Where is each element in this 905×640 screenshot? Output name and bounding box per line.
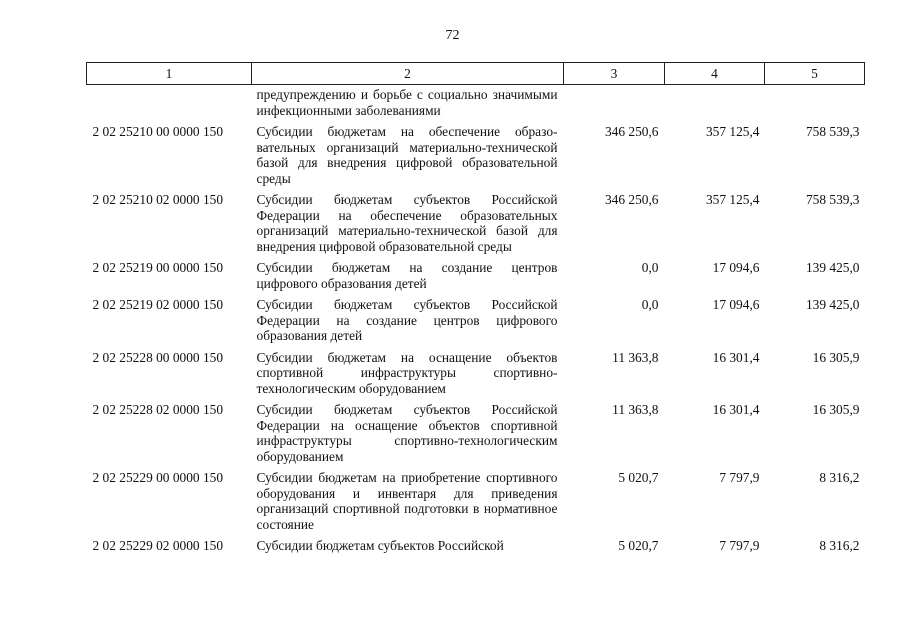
value-cell-3: 5 020,7 bbox=[618, 470, 659, 485]
value-cell-4: 7 797,9 bbox=[719, 538, 760, 553]
table-header bbox=[87, 63, 865, 85]
column-header-4: 4 bbox=[665, 63, 765, 85]
value-cell-3: 5 020,7 bbox=[618, 538, 659, 553]
table-row bbox=[87, 464, 865, 532]
page-number: 72 bbox=[445, 28, 460, 43]
table-row bbox=[87, 254, 865, 291]
value-cell-5: 758 539,3 bbox=[805, 124, 860, 139]
value-cell-5: 758 539,3 bbox=[805, 192, 860, 207]
column-header-5: 5 bbox=[765, 63, 865, 85]
description-cell: Субсидии бюджетам субъектов Российской Федерации на создание центров цифрового образования детей bbox=[256, 297, 558, 343]
column-header-2: 2 bbox=[252, 63, 564, 85]
description-cell: Субсидии бюджетам субъектов Российской Федерации на оснащение объектов спортивной инфраструктуры спортивно-технологическим оборудованием bbox=[256, 402, 558, 464]
table-row bbox=[87, 396, 865, 464]
code-cell: 2 02 25210 00 0000 150 bbox=[92, 124, 224, 139]
description-cell: Субсидии бюджетам на создание центров цифрового образования детей bbox=[256, 260, 558, 291]
value-cell-4: 357 125,4 bbox=[705, 124, 760, 139]
code-cell bbox=[87, 85, 252, 119]
value-cell-4: 16 301,4 bbox=[712, 349, 760, 365]
value-cell-5: 16 305,9 bbox=[812, 349, 860, 365]
code-cell: 2 02 25229 00 0000 150 bbox=[92, 470, 224, 485]
description-cell: Субсидии бюджетам субъектов Российской bbox=[256, 538, 504, 553]
value-cell-5: 8 316,2 bbox=[819, 538, 860, 553]
description-cell: предупреждению и борьбе с социально значимыми инфекционными заболеваниями bbox=[256, 87, 558, 118]
value-cell-5: 139 425,0 bbox=[805, 297, 860, 312]
value-cell-3: 11 363,8 bbox=[612, 402, 659, 417]
value-cell-4: 17 094,6 bbox=[712, 260, 760, 275]
description-cell: Субсидии бюджетам на обеспечение образовательных организаций материально-технической базой для внедрения цифровой образовательной среды bbox=[256, 124, 558, 186]
value-cell-5: 139 425,0 bbox=[805, 260, 860, 275]
value-cell-3: 346 250,6 bbox=[604, 192, 659, 207]
column-header-1: 1 bbox=[87, 63, 252, 85]
code-cell: 2 02 25210 02 0000 150 bbox=[92, 192, 224, 207]
table-row bbox=[87, 532, 865, 554]
value-cell-4: 357 125,4 bbox=[705, 192, 760, 207]
table-row bbox=[87, 291, 865, 344]
value-cell-4: 16 301,4 bbox=[712, 402, 760, 417]
value-cell-3: 346 250,6 bbox=[604, 124, 659, 139]
code-cell: 2 02 25219 00 0000 150 bbox=[92, 260, 224, 275]
description-cell: Субсидии бюджетам на оснащение объектов спортивной инфраструктуры спортивно-технологическим оборудованием bbox=[256, 349, 558, 396]
code-cell: 2 02 25228 00 0000 150 bbox=[92, 349, 224, 365]
description-cell: Субсидии бюджетам субъектов Российской Федерации на обеспечение образовательных организаций материально-технической базой для внедрения цифровой образовательной среды bbox=[256, 192, 558, 254]
value-cell-4: 17 094,6 bbox=[712, 297, 760, 312]
code-cell: 2 02 25219 02 0000 150 bbox=[92, 297, 224, 312]
column-header-3: 3 bbox=[564, 63, 665, 85]
budget-table bbox=[86, 62, 865, 554]
value-cell-5: 8 316,2 bbox=[819, 470, 860, 485]
value-cell-4: 7 797,9 bbox=[719, 470, 760, 485]
table-row bbox=[87, 186, 865, 254]
value-cell-3: 0,0 bbox=[641, 260, 659, 275]
table-row bbox=[87, 118, 865, 186]
code-cell: 2 02 25229 02 0000 150 bbox=[92, 538, 224, 553]
description-cell: Субсидии бюджетам на приобретение спортивного оборудования и инвентаря для приведения организаций спортивной подготовки в нормативное состояние bbox=[256, 470, 558, 532]
value-cell-3: 11 363,8 bbox=[612, 349, 659, 365]
table-row bbox=[87, 344, 865, 397]
code-cell: 2 02 25228 02 0000 150 bbox=[92, 402, 224, 417]
value-cell-3: 0,0 bbox=[641, 297, 659, 312]
value-cell-5: 16 305,9 bbox=[812, 402, 860, 417]
table-row-continuation bbox=[87, 85, 865, 119]
